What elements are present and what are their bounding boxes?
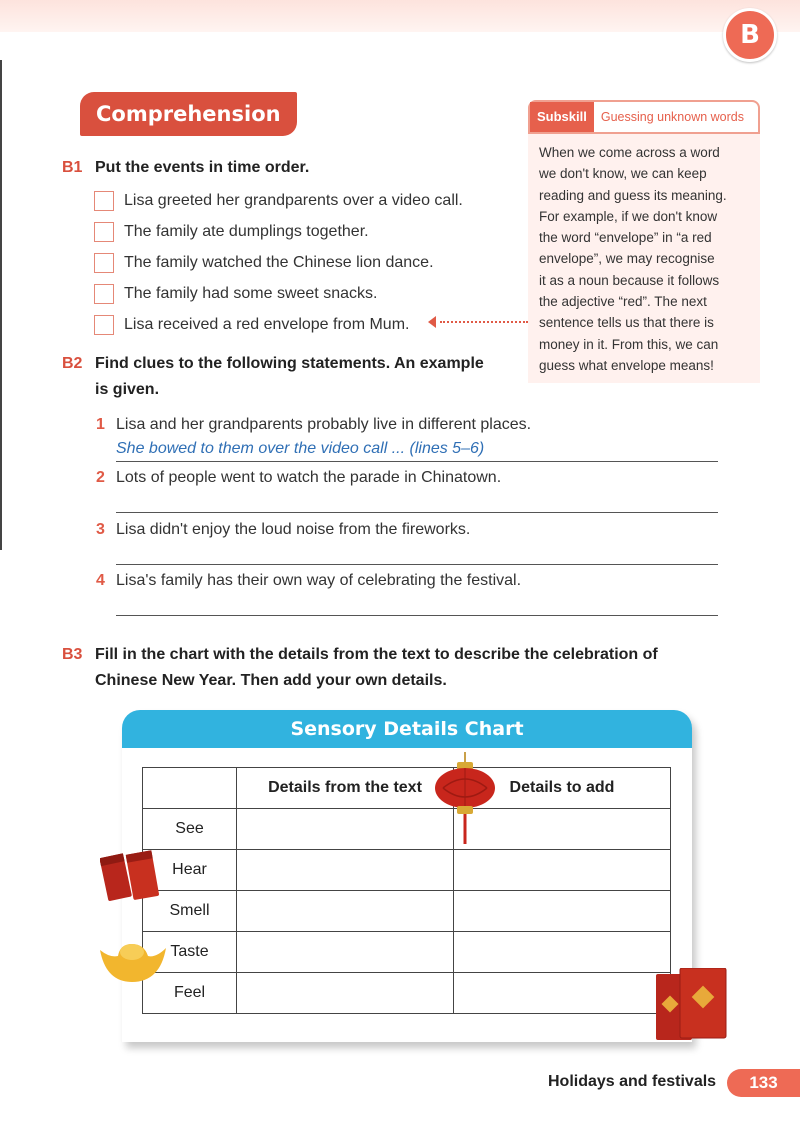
list-item [94, 247, 463, 278]
clue-statement: Lisa and her grandparents probably live in different places. [116, 416, 532, 433]
b3-instruction-line1: Fill in the chart with the details from the text to describe the celebration of [95, 646, 658, 663]
b1-instruction: Put the events in time order. [95, 159, 310, 176]
order-box[interactable] [94, 315, 114, 335]
clue-statement: Lisa's family has their own way of celebrating the festival. [116, 572, 522, 589]
table-row [143, 973, 671, 1014]
details-add-cell[interactable] [454, 891, 671, 932]
order-box[interactable] [94, 253, 114, 273]
clue-statement: Lots of people went to watch the parade in Chinatown. [116, 469, 502, 486]
details-add-cell[interactable] [454, 850, 671, 891]
clue-statement: Lisa didn't enjoy the loud noise from the fireworks. [116, 521, 471, 538]
subskill-line: it as a noun because it follows [539, 272, 720, 288]
table-row [143, 809, 671, 850]
subskill-header [528, 100, 760, 134]
subskill-box [528, 100, 760, 383]
table-header-row [143, 768, 671, 809]
list-item [94, 216, 463, 247]
subskill-line: When we come across a word [539, 145, 720, 160]
b2-instruction-line2: is given. [95, 381, 160, 398]
row-label: Feel [143, 973, 237, 1014]
subskill-line: we don't know, we can keep [539, 166, 707, 182]
row-label: See [143, 809, 237, 850]
footer-unit-title: Holidays and festivals [548, 1073, 717, 1090]
unit-badge: B [723, 8, 777, 62]
b2-number: B2 [62, 355, 83, 372]
b1-event-list [94, 185, 463, 340]
answer-line[interactable] [116, 615, 718, 616]
answer-line[interactable] [116, 461, 718, 462]
chart-title: Sensory Details Chart [122, 710, 692, 748]
order-box[interactable] [94, 284, 114, 304]
row-label: Smell [143, 891, 237, 932]
details-text-cell[interactable] [237, 850, 454, 891]
answer-line[interactable] [116, 564, 718, 565]
subskill-line: envelope”, we may recognise [539, 251, 715, 267]
details-text-cell[interactable] [237, 973, 454, 1014]
subskill-line: the word “envelope” in “a red [539, 230, 712, 246]
clue-answer: She bowed to them over the video call ... (lines 5–6) [116, 440, 485, 457]
subskill-line: the adjective “red”. The next [539, 294, 707, 310]
arrow-left-icon [428, 316, 436, 328]
section-title: Comprehension [80, 92, 297, 136]
margin-rule [0, 60, 2, 550]
clue-number: 3 [96, 521, 105, 538]
order-box[interactable] [94, 191, 114, 211]
b1-number: B1 [62, 159, 83, 176]
row-label: Hear [143, 850, 237, 891]
order-box[interactable] [94, 222, 114, 242]
subskill-line: For example, if we don't know [539, 208, 718, 224]
subskill-line: reading and guess its meaning. [539, 187, 727, 203]
subskill-body [528, 134, 760, 376]
lantern-icon [433, 752, 497, 848]
table-row [143, 891, 671, 932]
clue-number: 2 [96, 469, 105, 486]
subskill-tag: Subskill [530, 102, 594, 132]
event-text: The family ate dumplings together. [124, 222, 369, 240]
row-label: Taste [143, 932, 237, 973]
subskill-line: money in it. From this, we can [539, 336, 719, 352]
subskill-line: sentence tells us that there is [539, 315, 714, 331]
red-packets-icon [654, 968, 730, 1044]
event-text: Lisa greeted her grandparents over a video call. [124, 191, 463, 209]
subskill-title: Guessing unknown words [600, 110, 744, 124]
answer-line[interactable] [116, 512, 718, 513]
clue-number: 4 [96, 572, 105, 589]
b3-instruction-line2: Chinese New Year. Then add your own details. [95, 672, 447, 689]
details-add-cell[interactable] [454, 932, 671, 973]
list-item [94, 309, 463, 340]
b3-number: B3 [62, 646, 83, 663]
details-text-cell[interactable] [237, 932, 454, 973]
dotted-pointer [440, 321, 528, 323]
b2-instruction-line1: Find clues to the following statements. An example [95, 355, 484, 372]
table-row [143, 932, 671, 973]
list-item [94, 185, 463, 216]
table-row [143, 850, 671, 891]
details-text-cell[interactable] [237, 809, 454, 850]
table-corner-cell [143, 768, 237, 809]
column-header-add: Details to add [454, 768, 671, 809]
clue-number: 1 [96, 416, 105, 433]
list-item [94, 278, 463, 309]
event-text: The family had some sweet snacks. [124, 284, 378, 302]
details-add-cell[interactable] [454, 973, 671, 1014]
column-header-text: Details from the text [237, 768, 454, 809]
sensory-chart-card [122, 710, 692, 1042]
red-envelope-icon [100, 848, 164, 904]
gold-ingot-icon [98, 936, 168, 986]
event-text: The family watched the Chinese lion dance. [124, 253, 434, 271]
top-band [0, 0, 800, 32]
details-text-cell[interactable] [237, 891, 454, 932]
subskill-line: guess what envelope means! [539, 357, 714, 373]
event-text: Lisa received a red envelope from Mum. [124, 315, 410, 333]
page-number: 133 [727, 1069, 800, 1097]
sensory-details-table [142, 767, 671, 1014]
